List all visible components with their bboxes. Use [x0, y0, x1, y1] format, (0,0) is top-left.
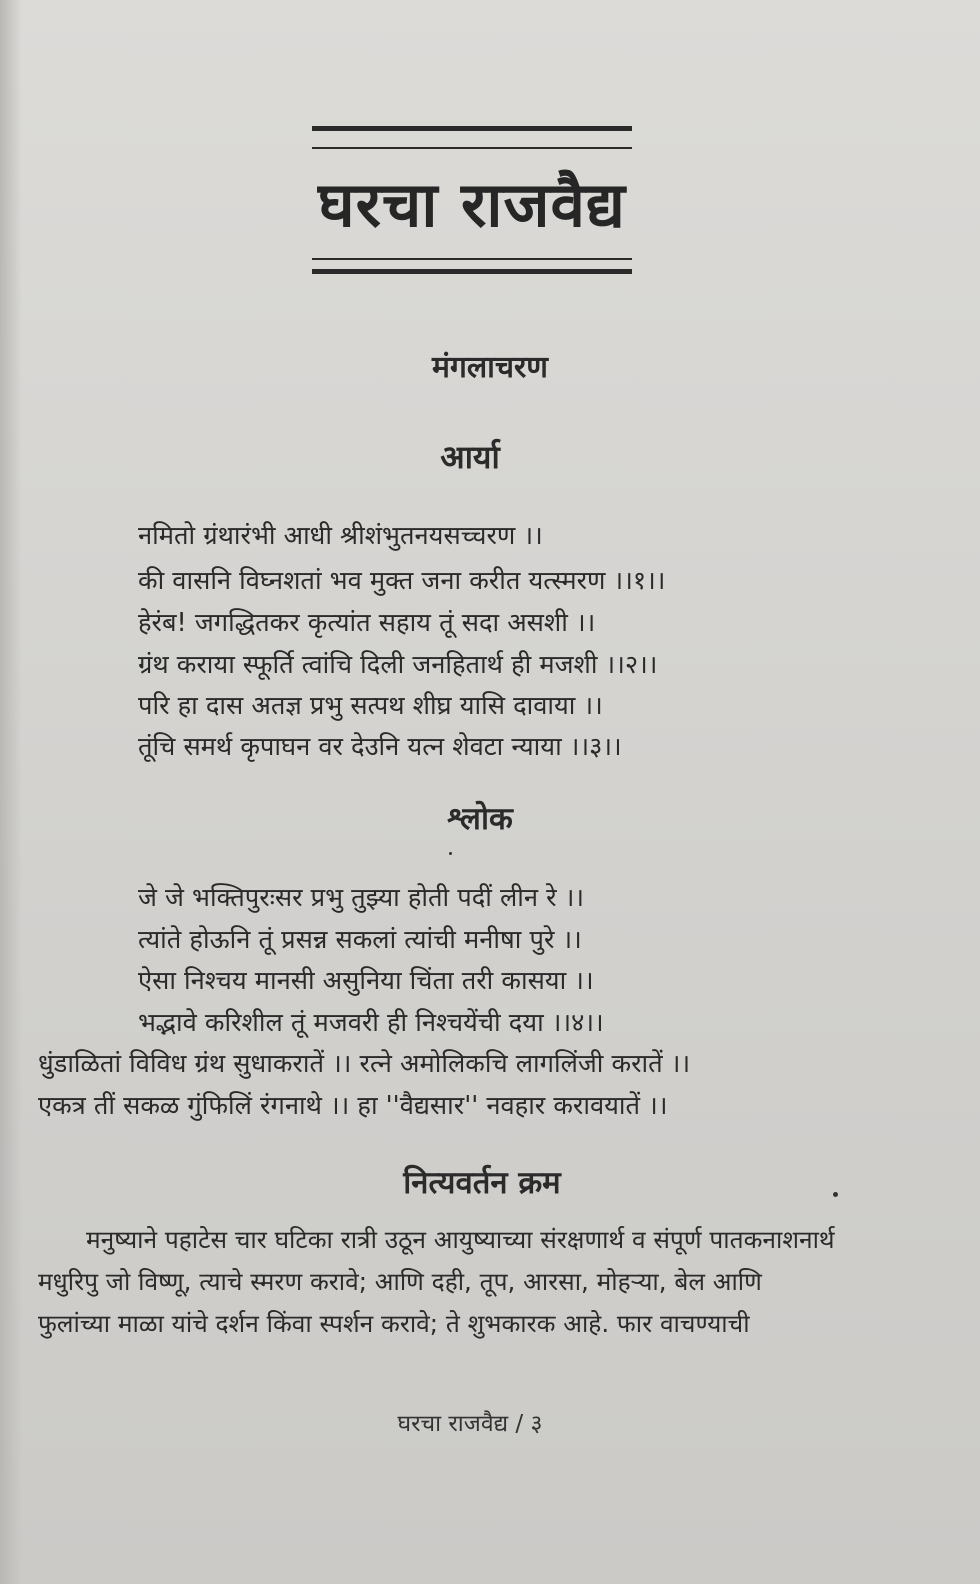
- shlok-verse-line: जे जे भक्तिपुरःसर प्रभु तुझ्या होती पदीं लीन रे ।।: [138, 883, 585, 913]
- wide-verse-line: धुंडाळितां विविध ग्रंथ सुधाकरातें ।। रत्ने अमोलिकचि लागलिंजी करातें ।।: [38, 1049, 691, 1079]
- arya-verse-line: ग्रंथ कराया स्फूर्ति त्वांचि दिली जनहितार्थ ही मजशी ।।२।।: [138, 650, 658, 680]
- ink-speck: [449, 852, 452, 855]
- paragraph-line: फुलांच्या माळा यांचे दर्शन किंवा स्पर्शन करावे; ते शुभकारक आहे. फार वाचण्याची: [38, 1309, 750, 1338]
- heading-arya: आर्या: [440, 438, 500, 476]
- title-rule-bottom-thin: [312, 258, 632, 260]
- arya-verse-line: हेरंब! जगद्धितकर कृत्यांत सहाय तूं सदा असशी ।।: [138, 608, 596, 638]
- arya-verse-line: की वासनि विघ्नशतां भव मुक्त जना करीत यत्स्मरण ।।१।।: [138, 566, 666, 596]
- heading-mangalacharan: मंगलाचरण: [432, 350, 548, 385]
- paragraph-line: मधुरिपु जो विष्णू, त्याचे स्मरण करावे; आणि दही, तूप, आरसा, मोहऱ्या, बेल आणि: [38, 1267, 762, 1296]
- heading-nityavartan: नित्यवर्तन क्रम: [403, 1165, 561, 1201]
- heading-shlok: श्लोक: [447, 801, 513, 837]
- page-title: घरचा राजवैद्य: [318, 168, 626, 241]
- title-rule-top-thick: [312, 126, 632, 131]
- arya-verse-line: तूंचि समर्थ कृपाघन वर देउनि यत्न शेवटा न्याया ।।३।।: [138, 732, 622, 762]
- arya-verse-line: नमितो ग्रंथारंभी आधी श्रीशंभुतनयसच्चरण ।।: [138, 521, 543, 551]
- paragraph-line: मनुष्याने पहाटेस चार घटिका रात्री उठून आयुष्याच्या संरक्षणार्थ व संपूर्ण पातकनाशनार्थ: [86, 1225, 835, 1254]
- wide-verse-line: एकत्र तीं सकळ गुंफिलिं रंगनाथे ।। हा ''वैद्यसार'' नवहार करावयातें ।।: [38, 1091, 668, 1121]
- title-rule-top-thin: [312, 147, 632, 149]
- title-rule-bottom-thick: [312, 269, 632, 274]
- page-edge-shadow: [0, 0, 22, 1584]
- arya-verse-line: परि हा दास अतज्ञ प्रभु सत्पथ शीघ्र यासि दावाया ।।: [138, 691, 603, 721]
- shlok-verse-line: भद्भावे करिशील तूं मजवरी ही निश्चयेंची दया ।।४।।: [138, 1008, 604, 1038]
- ink-speck: [833, 1192, 838, 1197]
- page-footer: घरचा राजवैद्य / ३: [397, 1411, 543, 1437]
- shlok-verse-line: त्यांते होऊनि तूं प्रसन्न सकलां त्यांची मनीषा पुरे ।।: [138, 925, 582, 955]
- shlok-verse-line: ऐसा निश्चय मानसी असुनिया चिंता तरी कासया ।।: [138, 966, 594, 996]
